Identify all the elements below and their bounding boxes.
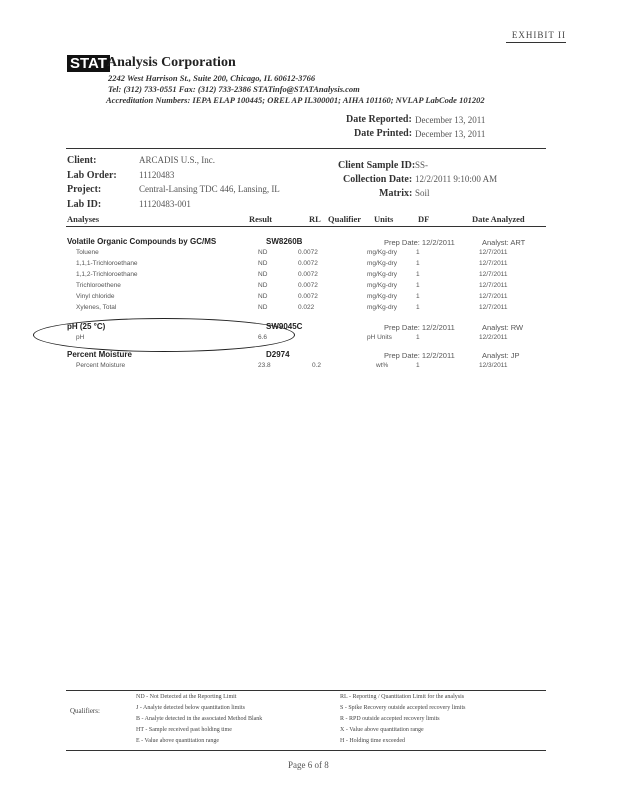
qualifier-note: E - Value above quantitation range — [136, 738, 220, 744]
analyte-result: 23.8 — [258, 362, 271, 369]
analyte-df: 1 — [416, 271, 420, 278]
section-analyst: Analyst: JP — [482, 351, 520, 360]
handdrawn-circle — [33, 318, 295, 352]
stat-logo: STAT — [67, 55, 110, 72]
section-method: D2974 — [266, 350, 290, 359]
analyte-name: Trichloroethene — [76, 282, 121, 289]
analyte-date: 12/7/2011 — [479, 260, 508, 267]
analyte-name: 1,1,1-Trichloroethane — [76, 260, 138, 267]
analyte-df: 1 — [416, 282, 420, 289]
company-logo — [67, 55, 110, 73]
qualifier-note: ND - Not Detected at the Reporting Limit — [136, 694, 237, 700]
analyte-date: 12/7/2011 — [479, 249, 508, 256]
analyte-rl: 0.2 — [312, 362, 322, 369]
col-rl: RL — [309, 214, 321, 224]
company-phone: Tel: (312) 733-0551 Fax: (312) 733-2386 STATinfo@STATAnalysis.com — [108, 84, 360, 94]
section-prep-date: Prep Date: 12/2/2011 — [384, 238, 455, 247]
analyte-rl: 0.0072 — [298, 249, 318, 256]
date-printed-label: Date Printed: — [354, 128, 413, 139]
col-date-analyzed: Date Analyzed — [472, 214, 525, 224]
section-method: SW8260B — [266, 237, 303, 246]
analyte-name: 1,1,2-Trichloroethane — [76, 271, 138, 278]
exhibit-underline — [506, 42, 566, 43]
qualifier-note: HT - Sample received past holding time — [136, 727, 232, 733]
col-analyses: Analyses — [67, 214, 100, 224]
analyte-name: Xylenes, Total — [76, 304, 117, 311]
date-reported-label: Date Reported: — [346, 114, 412, 125]
analyte-rl: 0.0072 — [298, 260, 318, 267]
exhibit-label: EXHIBIT II — [511, 30, 566, 40]
project-label: Project: — [67, 184, 102, 195]
analyte-name: Vinyl chloride — [76, 293, 115, 300]
collection-label: Collection Date: — [343, 174, 413, 185]
analyte-rl: 0.0072 — [298, 271, 318, 278]
section-method: SW9045C — [266, 322, 303, 331]
analyte-df: 1 — [416, 260, 420, 267]
collection-value: 12/2/2011 9:10:00 AM — [415, 174, 498, 184]
analyte-date: 12/2/2011 — [479, 334, 508, 341]
header-rule — [66, 148, 546, 149]
analyte-date: 12/3/2011 — [479, 362, 508, 369]
date-printed-value: December 13, 2011 — [415, 129, 486, 139]
qualifier-note: J - Analyte detected below quantitation limits — [136, 705, 245, 711]
col-result: Result — [249, 214, 273, 224]
analyte-df: 1 — [416, 304, 420, 311]
labid-value: 11120483-001 — [139, 199, 191, 209]
analyte-name: Percent Moisture — [76, 362, 126, 369]
qualifier-note: R - RPD outside accepted recovery limits — [340, 716, 440, 722]
qualifier-note: X - Value above quantitation range — [340, 727, 424, 733]
analyte-df: 1 — [416, 362, 420, 369]
analyte-result: 6.6 — [258, 334, 268, 341]
analyte-date: 12/7/2011 — [479, 271, 508, 278]
analyte-result: ND — [258, 304, 268, 311]
page-number: Page 6 of 8 — [288, 760, 329, 770]
column-rule — [66, 226, 546, 227]
analyte-units: mg/Kg-dry — [367, 260, 397, 267]
section-title: pH (25 °C) — [67, 322, 106, 331]
qualifier-note: S - Spike Recovery outside accepted recovery limits — [340, 705, 466, 711]
col-units: Units — [374, 214, 394, 224]
analyte-units: pH Units — [367, 334, 392, 341]
analyte-result: ND — [258, 249, 268, 256]
client-label: Client: — [67, 155, 97, 166]
analyte-units: mg/Kg-dry — [367, 282, 397, 289]
laborder-value: 11120483 — [139, 170, 175, 180]
laborder-label: Lab Order: — [67, 170, 117, 181]
analyte-result: ND — [258, 282, 268, 289]
analyte-name: Toluene — [76, 249, 99, 256]
company-address: 2242 West Harrison St., Suite 200, Chicago, IL 60612-3766 — [108, 73, 316, 83]
analyte-date: 12/7/2011 — [479, 282, 508, 289]
section-prep-date: Prep Date: 12/2/2011 — [384, 323, 455, 332]
analyte-units: mg/Kg-dry — [367, 271, 397, 278]
col-qualifier: Qualifier — [328, 214, 362, 224]
section-title: Volatile Organic Compounds by GC/MS — [67, 237, 217, 246]
qualifier-note: B - Analyte detected in the associated Method Blank — [136, 716, 263, 722]
analyte-df: 1 — [416, 249, 420, 256]
analyte-result: ND — [258, 260, 268, 267]
qualifier-note: RL - Reporting / Quantitation Limit for the analysis — [340, 694, 465, 700]
section-analyst: Analyst: RW — [482, 323, 524, 332]
analyte-rl: 0.0072 — [298, 282, 318, 289]
date-reported-value: December 13, 2011 — [415, 115, 486, 125]
section-analyst: Analyst: ART — [482, 238, 526, 247]
col-df: DF — [418, 214, 430, 224]
footer-rule-top — [66, 690, 546, 691]
company-name: Analysis Corporation — [107, 55, 236, 70]
client-sample-label: Client Sample ID: — [338, 160, 416, 171]
qualifiers-label: Qualifiers: — [70, 707, 100, 715]
client-sample-value: SS- — [415, 160, 429, 170]
matrix-value: Soil — [415, 188, 430, 198]
project-value: Central-Lansing TDC 446, Lansing, IL — [139, 184, 280, 194]
labid-label: Lab ID: — [67, 199, 102, 210]
analyte-result: ND — [258, 271, 268, 278]
analyte-name: pH — [76, 334, 85, 341]
analyte-units: mg/Kg-dry — [367, 293, 397, 300]
footer-rule-bottom — [66, 750, 546, 751]
analyte-units: mg/Kg-dry — [367, 249, 397, 256]
analyte-units: wt% — [376, 362, 389, 369]
section-prep-date: Prep Date: 12/2/2011 — [384, 351, 455, 360]
analyte-df: 1 — [416, 293, 420, 300]
analyte-df: 1 — [416, 334, 420, 341]
analyte-date: 12/7/2011 — [479, 304, 508, 311]
section-title: Percent Moisture — [67, 350, 132, 359]
matrix-label: Matrix: — [379, 188, 413, 199]
analyte-rl: 0.0072 — [298, 293, 318, 300]
analyte-units: mg/Kg-dry — [367, 304, 397, 311]
qualifier-note: H - Holding time exceeded — [340, 738, 405, 744]
analyte-date: 12/7/2011 — [479, 293, 508, 300]
company-accreditation: Accreditation Numbers: IEPA ELAP 100445; OREL AP IL300001; AIHA 101160; NVLAP LabCode 101202 — [106, 95, 485, 105]
analyte-rl: 0.022 — [298, 304, 315, 311]
client-value: ARCADIS U.S., Inc. — [139, 155, 216, 165]
analyte-result: ND — [258, 293, 268, 300]
